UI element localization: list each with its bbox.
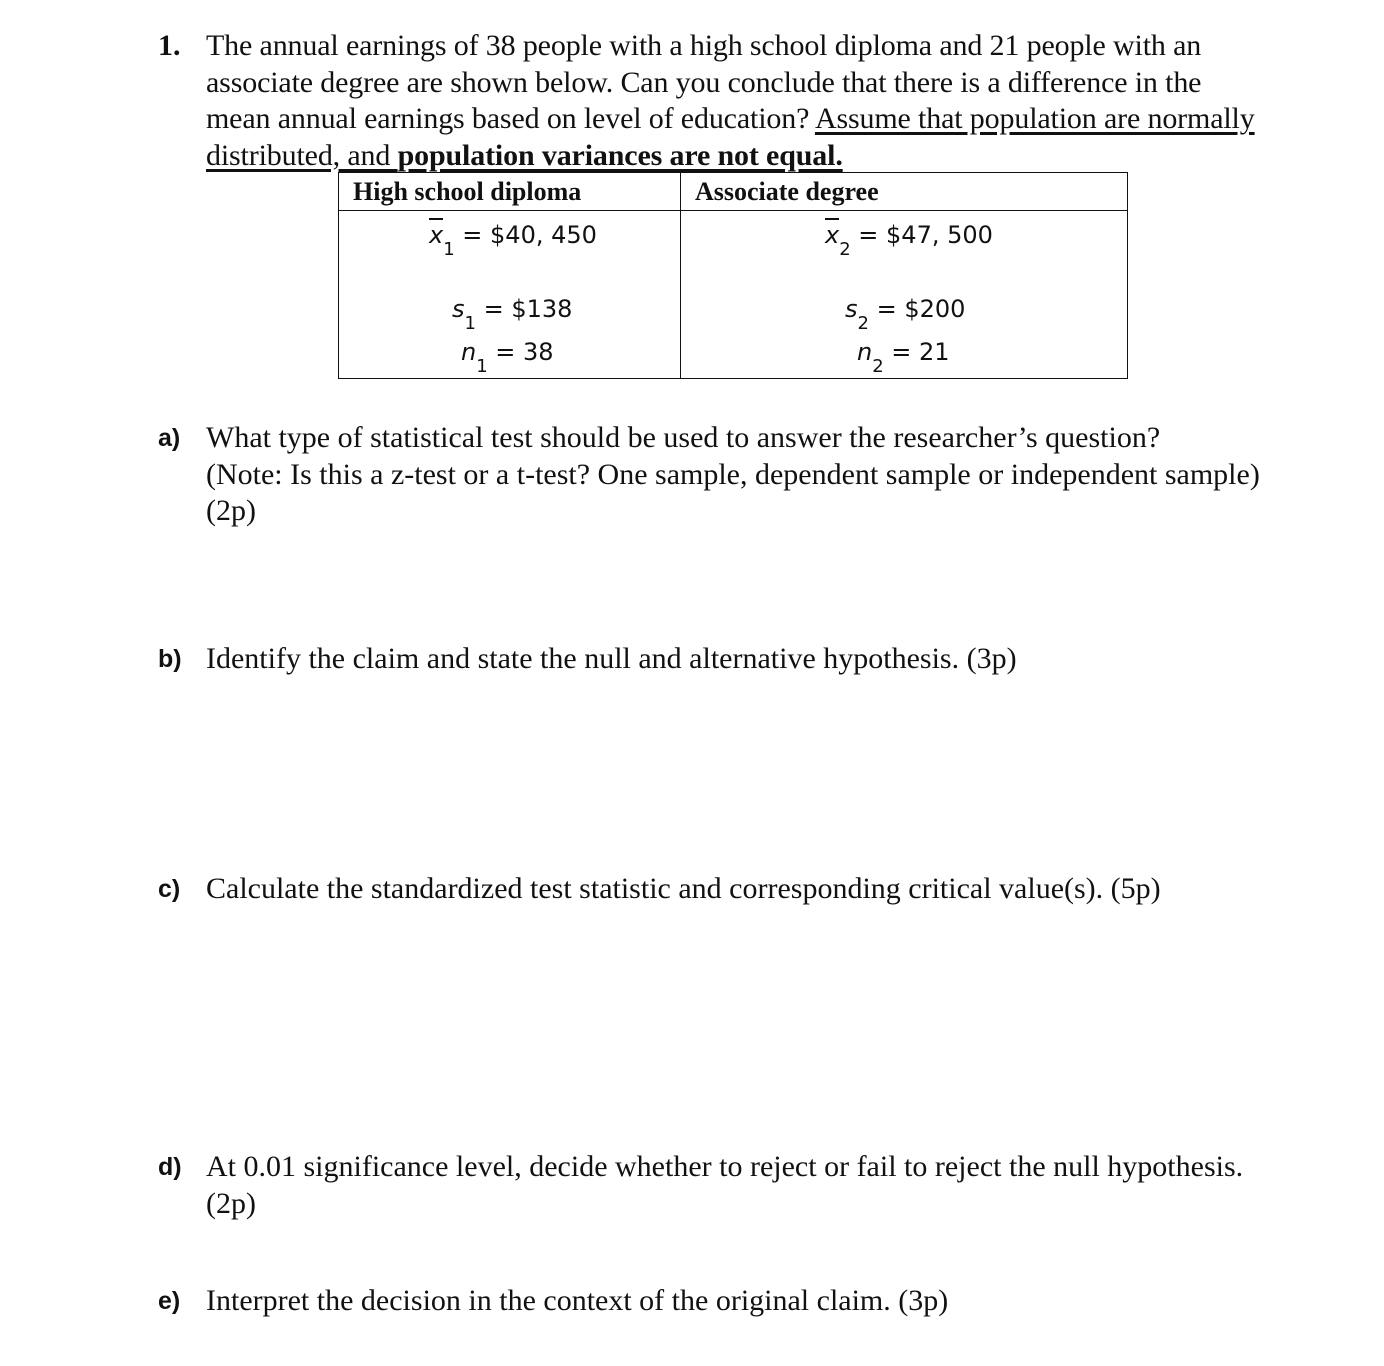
assumption-underlined-b: distributed, and [206, 138, 398, 172]
question-line-1: The annual earnings of 38 people with a high school diploma and 21 people with an [206, 29, 1202, 62]
question-line-4 [206, 138, 1348, 175]
question-line-3 [206, 101, 1348, 138]
part-e-label: e) [158, 1287, 181, 1315]
group1-n: $n_1 = 38$ [461, 338, 554, 377]
group2-n: $n_2 = 21$ [857, 338, 950, 377]
group1-sd: $s_1$ = $138 [452, 295, 573, 334]
group2-cell [681, 211, 1128, 379]
part-a-label: a) [158, 424, 181, 452]
question-line-3-text: mean annual earnings based on level of education? [206, 102, 815, 135]
part-d-label: d) [158, 1153, 182, 1181]
mean-bar-1 [429, 218, 443, 220]
group2-mean: $x_2$ = $47, 500 [825, 221, 993, 252]
part-b-text: Identify the claim and state the null and alternative hypothesis. (3p) [206, 642, 1017, 675]
assumption-underlined-a: Assume that population are normally [814, 102, 1255, 135]
table-header-row [339, 173, 1128, 211]
group2-sd: $s_2$ = $200 [845, 295, 966, 334]
question-line-2: associate degree are shown below. Can you conclude that there is a difference in the [206, 65, 1202, 99]
mean-bar-2 [825, 218, 839, 220]
part-b-label: b) [158, 645, 182, 673]
table-row [339, 211, 1128, 379]
sample-statistics-table [338, 172, 1128, 379]
assumption-underlined-bold: population variances are not equal. [397, 138, 843, 172]
part-c-text: Calculate the standardized test statistic and corresponding critical value(s). (5p) [206, 872, 1161, 905]
part-d-text: At 0.01 significance level, decide whether to reject or fail to reject the null hypothesis. (2p) [206, 1150, 1244, 1220]
header-associate-degree: Associate degree [681, 173, 1128, 211]
header-high-school-diploma: High school diploma [339, 173, 681, 211]
group1-mean: $x_1$ = $40, 450 [429, 221, 597, 252]
group1-cell [339, 211, 681, 379]
question-number: 1. [158, 29, 181, 62]
part-a-text: What type of statistical test should be used to answer the researcher’s question? (Note: Is this a z-test or a t-test? One sample, dependent sample or independent sample) (2p) [206, 421, 1260, 527]
question-text [206, 28, 1348, 174]
part-c-label: c) [158, 875, 181, 903]
part-e-text: Interpret the decision in the context of the original claim. (3p) [206, 1284, 949, 1317]
